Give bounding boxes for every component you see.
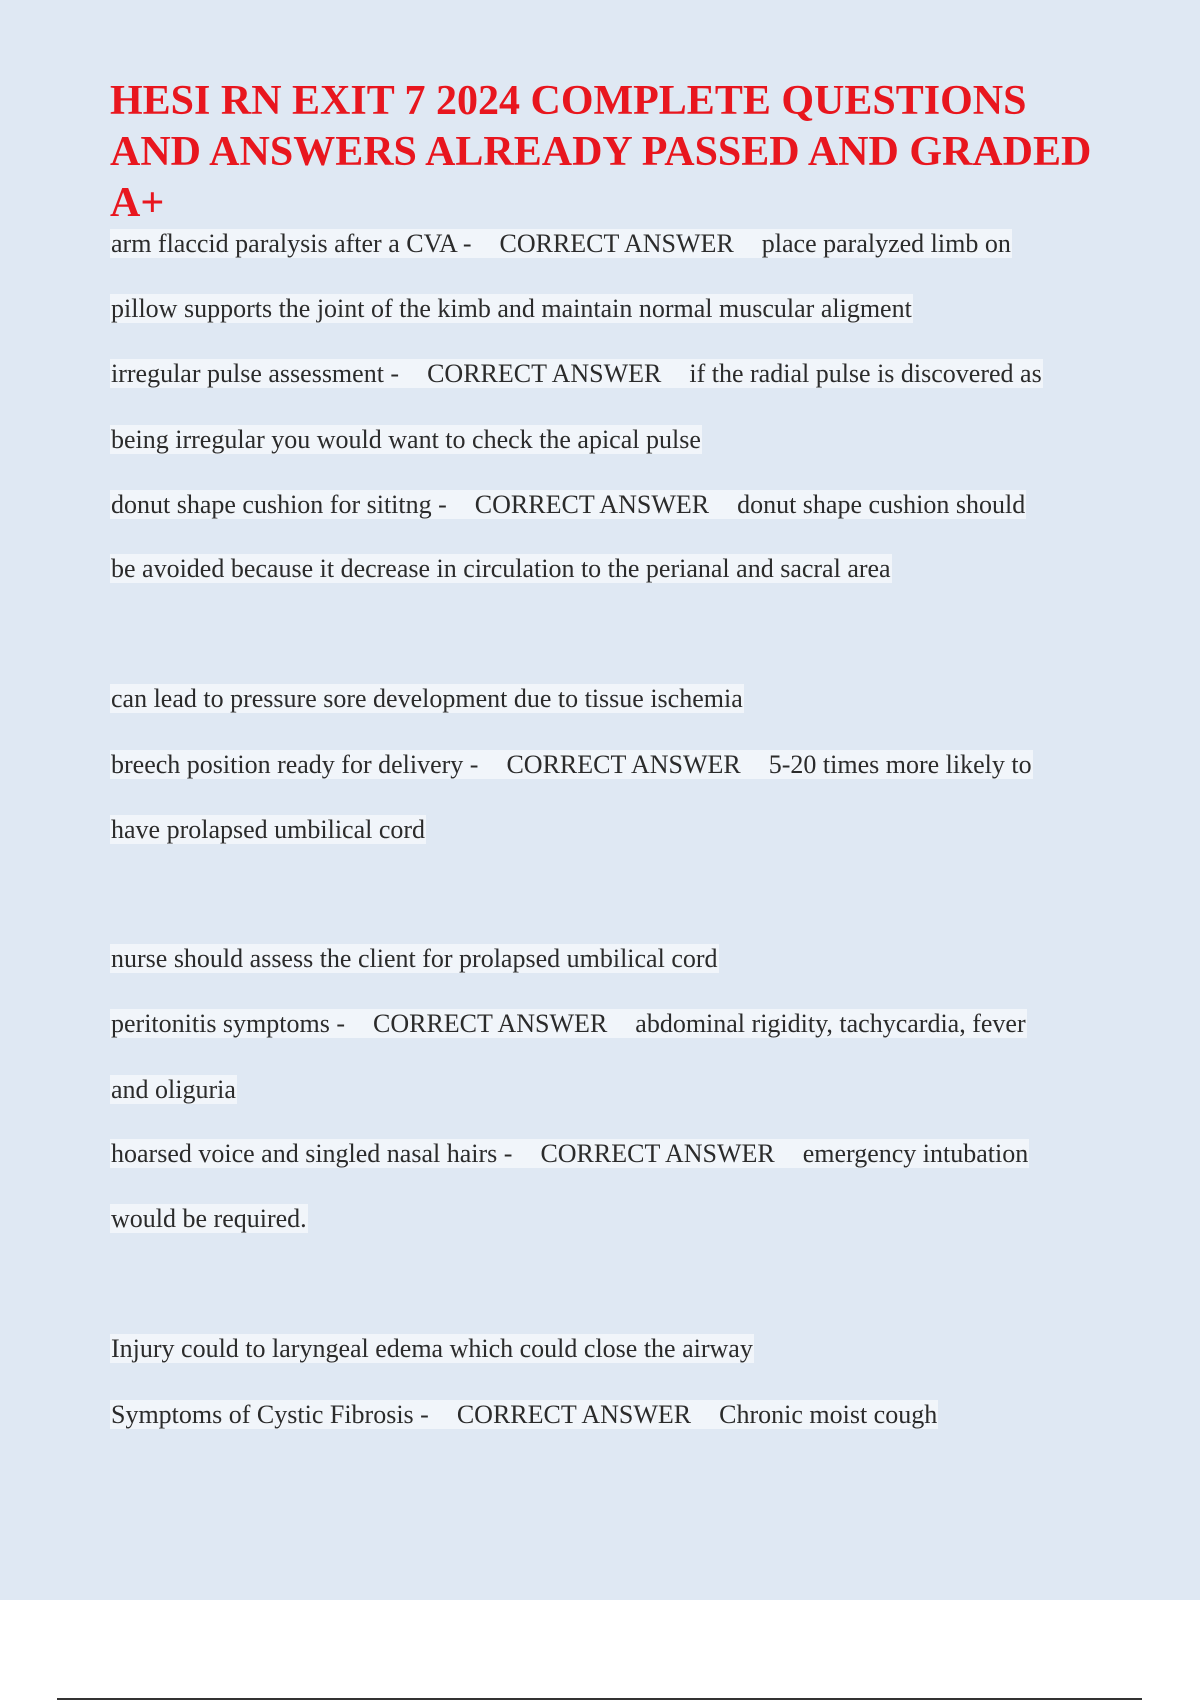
answer-text: abdominal rigidity, tachycardia, fever (635, 1009, 1026, 1038)
qa-line-6 (110, 1137, 1029, 1171)
correct-answer-tag: CORRECT ANSWER (474, 490, 710, 519)
answer-text: can lead to pressure sore development due to tissue ischemia (111, 684, 743, 713)
qa-line-5 (110, 1007, 1027, 1041)
answer-continuation-line (110, 682, 744, 716)
answer-text: pillow supports the joint of the kimb and maintain normal muscular aligment (111, 294, 912, 323)
answer-text: and oliguria (111, 1075, 236, 1104)
correct-answer-tag: CORRECT ANSWER (456, 1400, 692, 1429)
question-text: hoarsed voice and singled nasal hairs - (111, 1139, 513, 1168)
answer-continuation-line (110, 552, 892, 586)
qa-line-2 (110, 357, 1043, 391)
correct-answer-tag: CORRECT ANSWER (373, 1009, 608, 1038)
answer-text: nurse should assess the client for prolapsed umbilical cord (111, 944, 718, 973)
answer-text: if the radial pulse is discovered as (689, 359, 1042, 388)
correct-answer-tag: CORRECT ANSWER (499, 229, 734, 258)
qa-line-1 (110, 227, 1012, 261)
correct-answer-tag: CORRECT ANSWER (427, 359, 662, 388)
answer-continuation-line (110, 1073, 237, 1107)
answer-continuation-line (110, 813, 426, 847)
document-title: HESI RN EXIT 7 2024 COMPLETE QUESTIONS AND ANSWERS ALREADY PASSED AND GRADED A+ (110, 78, 1092, 226)
question-text: breech position ready for delivery - (111, 750, 479, 779)
answer-text: would be required. (111, 1204, 307, 1233)
question-text: arm flaccid paralysis after a CVA - (111, 229, 472, 258)
question-text: irregular pulse assessment - (111, 359, 400, 388)
answer-text: Injury could to laryngeal edema which could close the airway (111, 1334, 753, 1363)
answer-continuation-line (110, 1332, 754, 1366)
qa-line-4 (110, 748, 1033, 782)
qa-line-7 (110, 1398, 938, 1432)
answer-continuation-line (110, 292, 913, 326)
answer-text: place paralyzed limb on (761, 229, 1011, 258)
answer-continuation-line (110, 942, 719, 976)
answer-continuation-line (110, 423, 702, 457)
correct-answer-tag: CORRECT ANSWER (540, 1139, 775, 1168)
answer-continuation-line (110, 1202, 308, 1236)
answer-text: being irregular you would want to check the apical pulse (111, 425, 701, 454)
correct-answer-tag: CORRECT ANSWER (506, 750, 741, 779)
question-text: Symptoms of Cystic Fibrosis - (111, 1400, 429, 1429)
answer-text: emergency intubation (802, 1139, 1029, 1168)
answer-text: donut shape cushion should (737, 490, 1026, 519)
answer-text: Chronic moist cough (719, 1400, 938, 1429)
answer-text: be avoided because it decrease in circulation to the perianal and sacral area (111, 554, 891, 583)
qa-line-3 (110, 488, 1026, 522)
question-text: peritonitis symptoms - (111, 1009, 345, 1038)
answer-text: 5-20 times more likely to (768, 750, 1032, 779)
question-text: donut shape cushion for sititng - (111, 490, 447, 519)
answer-text: have prolapsed umbilical cord (111, 815, 426, 844)
